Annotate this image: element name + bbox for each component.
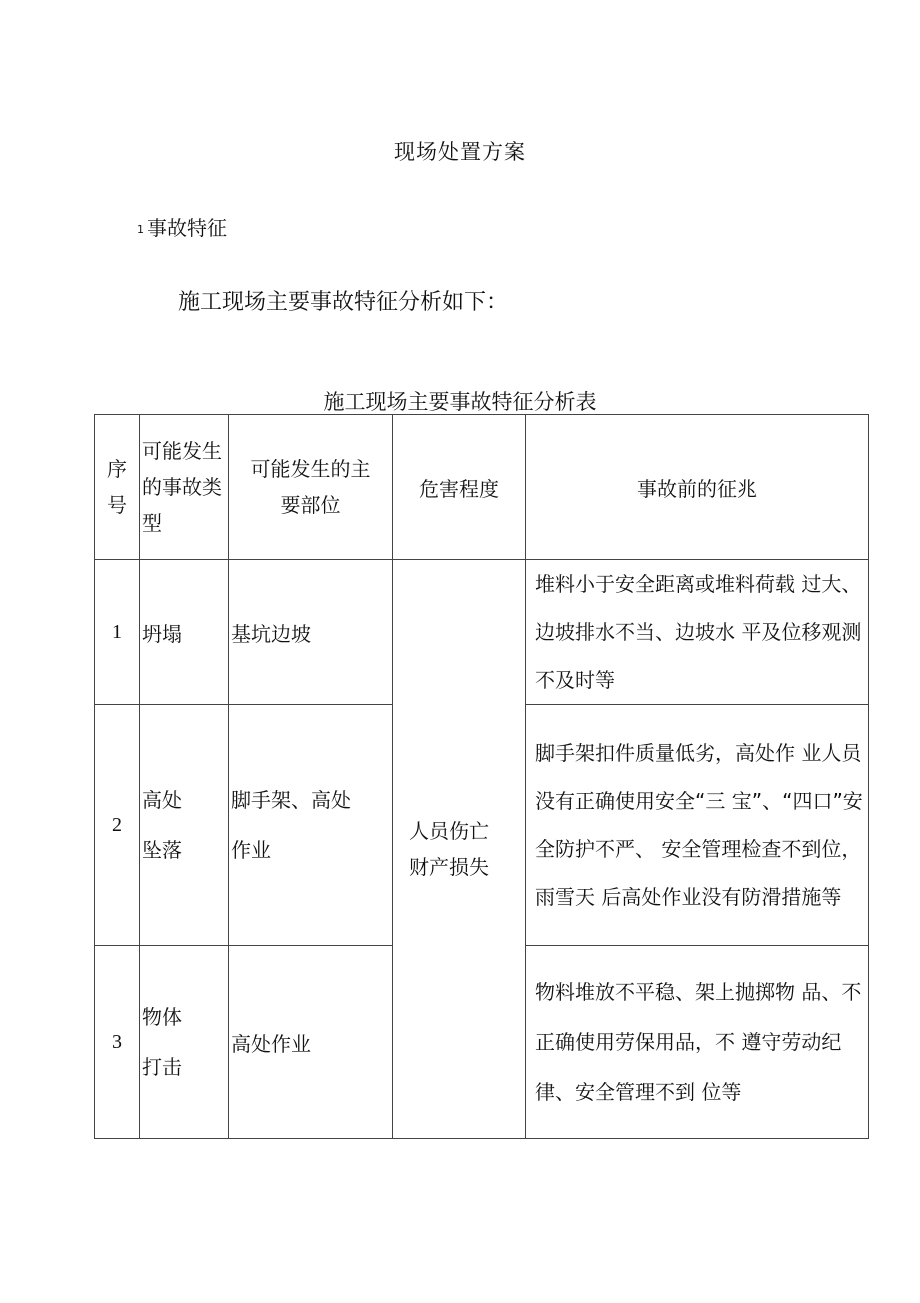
row-location: 脚手架、高处作业	[229, 705, 393, 946]
intro-paragraph: 施工现场主要事故特征分析如下：	[178, 290, 509, 315]
table-header-row	[95, 415, 869, 560]
row-type: 物体打击	[140, 946, 229, 1139]
table-row	[95, 560, 869, 705]
header-type: 可能发生的事故类型	[140, 415, 229, 560]
row-type: 高处坠落	[140, 705, 229, 946]
row-number: 1	[95, 560, 140, 705]
row-location: 基坑边坡	[229, 560, 393, 705]
row-type: 坍塌	[140, 560, 229, 705]
severity-cell: 人员伤亡财产损失	[393, 560, 526, 1139]
row-signs: 物料堆放不平稳、架上抛掷物 品、不正确使用劳保用品，不 遵守劳动纪律、安全管理不到 位等	[526, 946, 869, 1139]
document-title: 现场处置方案	[394, 140, 526, 164]
row-number: 3	[95, 946, 140, 1139]
accident-analysis-table	[94, 414, 869, 1139]
header-location: 可能发生的主要部位	[229, 415, 393, 560]
row-signs: 脚手架扣件质量低劣，高处作 业人员没有正确使用安全“三 宝”、“四口”安全防护不严、 安全管理检查不到位，雨雪天 后高处作业没有防滑措施等	[526, 705, 869, 946]
header-no: 序号	[95, 415, 140, 560]
row-number: 2	[95, 705, 140, 946]
section-number: 1	[137, 223, 144, 236]
row-location: 高处作业	[229, 946, 393, 1139]
header-severity: 危害程度	[393, 415, 526, 560]
section-title: 事故特征	[147, 216, 227, 240]
row-signs: 堆料小于安全距离或堆料荷载 过大、边坡排水不当、边坡水 平及位移观测不及时等	[526, 560, 869, 705]
header-signs: 事故前的征兆	[526, 415, 869, 560]
section-heading	[137, 212, 227, 241]
table-caption: 施工现场主要事故特征分析表	[323, 390, 597, 414]
